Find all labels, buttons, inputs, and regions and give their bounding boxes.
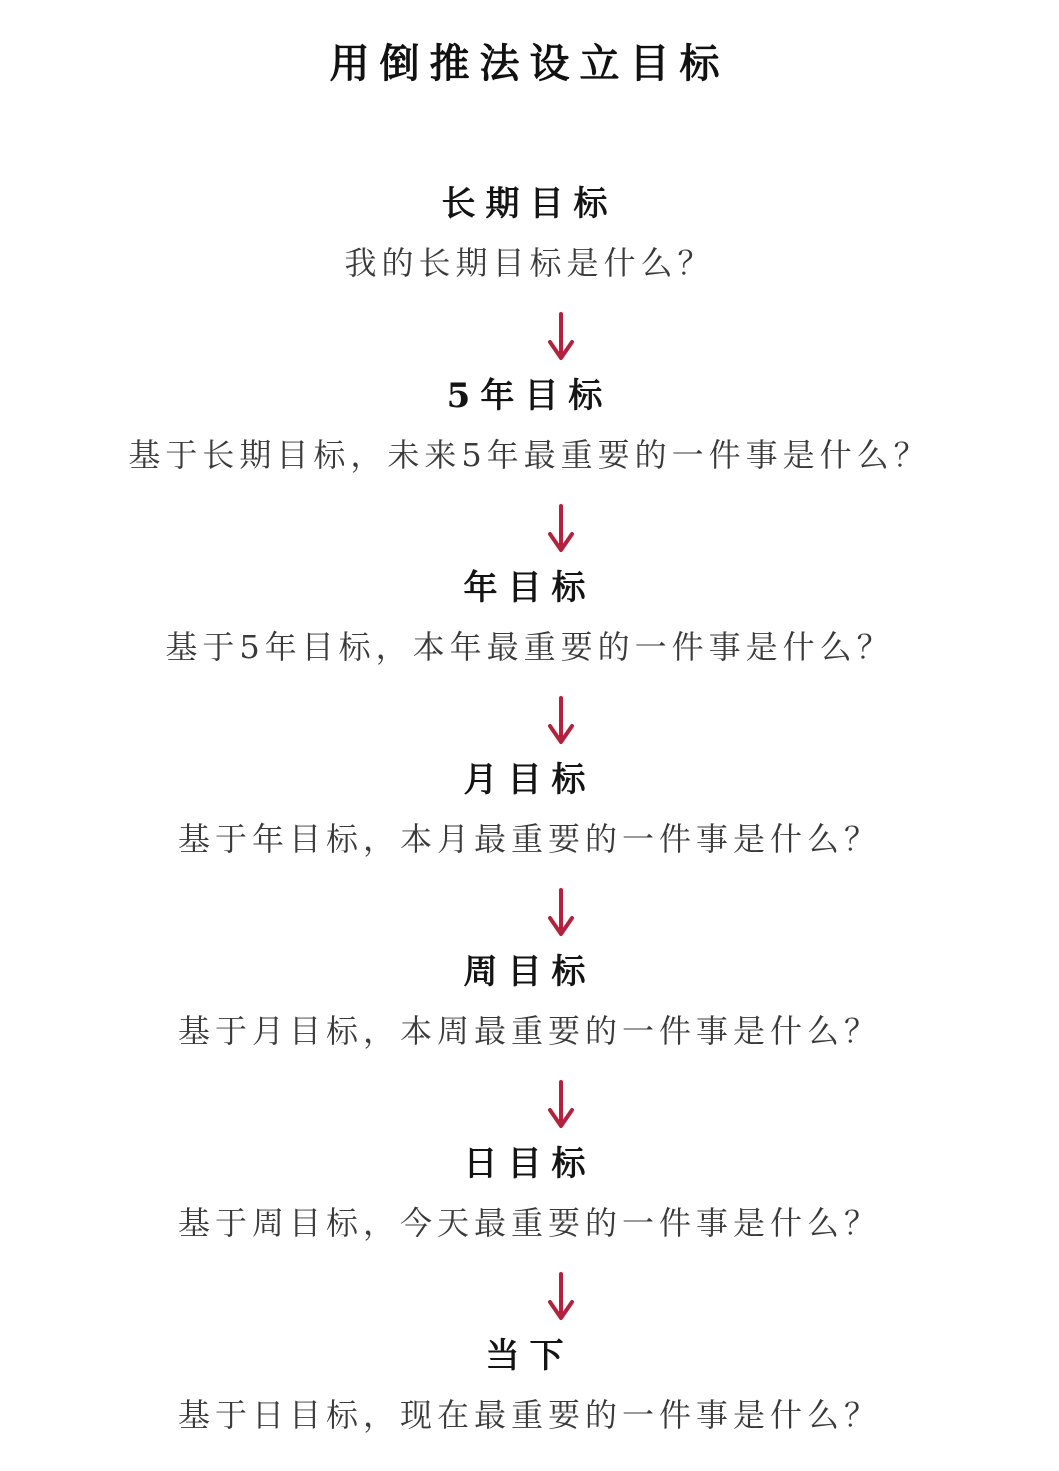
step-week (0, 946, 1059, 1056)
down-arrow-icon (541, 886, 581, 940)
step-question: 基于日目标，现在最重要的一件事是什么？ (177, 1396, 881, 1434)
step-question: 基于5年目标，本年最重要的一件事是什么？ (165, 628, 894, 666)
diagram-title: 用倒推法设立目标 (329, 40, 730, 87)
step-question: 基于月目标，本周最重要的一件事是什么？ (177, 1012, 881, 1050)
step-question: 我的长期目标是什么？ (344, 244, 715, 282)
step-title: 年目标 (463, 568, 596, 608)
step-month (0, 754, 1059, 864)
step-title: 长期目标 (441, 184, 618, 224)
step-long-term (0, 178, 1059, 288)
down-arrow-icon (541, 310, 581, 364)
step-year (0, 562, 1059, 672)
step-title: 当下 (485, 1336, 574, 1376)
down-arrow-icon (541, 1270, 581, 1324)
down-arrow-icon (541, 1078, 581, 1132)
step-title: 周目标 (463, 952, 596, 992)
step-title: 5年目标 (446, 376, 613, 416)
step-title: 月目标 (463, 760, 596, 800)
step-title: 日目标 (463, 1144, 596, 1184)
step-question: 基于年目标，本月最重要的一件事是什么？ (177, 820, 881, 858)
step-question: 基于长期目标，未来5年最重要的一件事是什么？ (128, 436, 931, 474)
step-day (0, 1138, 1059, 1248)
step-five-year (0, 370, 1059, 480)
step-now (0, 1330, 1059, 1440)
step-question: 基于周目标，今天最重要的一件事是什么？ (177, 1204, 881, 1242)
down-arrow-icon (541, 694, 581, 748)
down-arrow-icon (541, 502, 581, 556)
